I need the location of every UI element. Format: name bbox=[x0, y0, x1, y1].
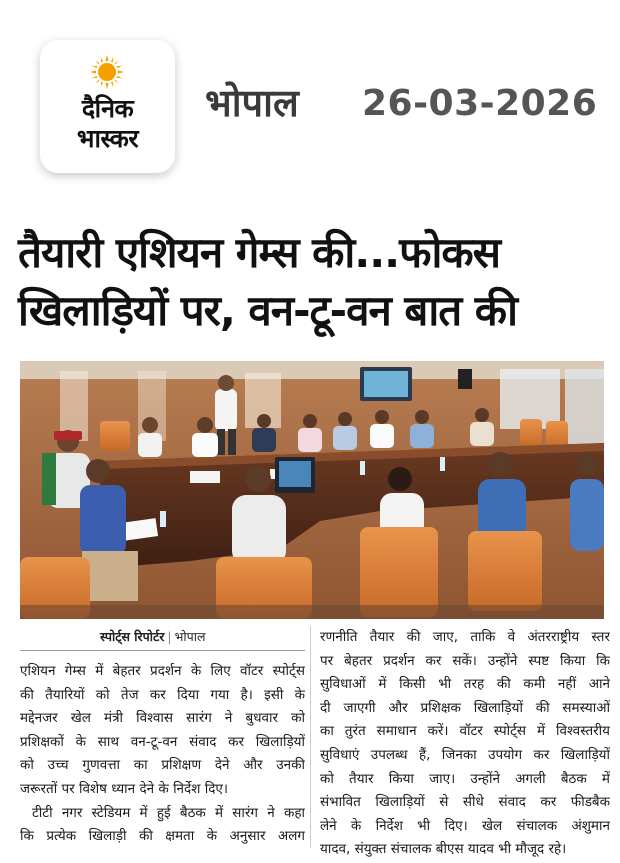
dainik-bhaskar-logo bbox=[40, 40, 175, 173]
article-line: संभावित खिलाड़ियों से सीधे संवाद कर फीडबैक bbox=[320, 794, 610, 811]
article-column-right bbox=[320, 626, 610, 862]
article-line: एशियन गेम्स में बेहतर प्रदर्शन के लिए वॉटर स्पोर्ट्स bbox=[20, 663, 305, 679]
article-column-left bbox=[20, 660, 305, 849]
byline bbox=[100, 628, 205, 645]
article-line: यादव, संयुक्त संचालक बीएस यादव भी मौजूद रहे। bbox=[320, 841, 567, 858]
article-line: जरूरतों पर विशेष ध्यान देने के निर्देश दिए। bbox=[20, 780, 228, 797]
article-line: रणनीति तैयार की जाए, ताकि वे अंतरराष्ट्रीय स्तर bbox=[320, 629, 610, 645]
edition-city: भोपाल bbox=[205, 81, 299, 125]
byline-rule bbox=[20, 650, 305, 651]
article-line: दी जाएगी और प्रशिक्षक खिलाड़ियों की समस्याओं bbox=[320, 699, 610, 716]
article-line: मद्देनजर खेल मंत्री विश्वास सारंग ने बुधवार को bbox=[20, 710, 305, 727]
headline-line-2: खिलाड़ियों पर, वन-टू-वन बात की bbox=[18, 286, 517, 335]
logo-text-dainik: दैनिक bbox=[81, 94, 134, 123]
article-line: को तैयार किया जाए। उन्होंने अगली बैठक में bbox=[320, 770, 610, 787]
edition-date: 26-03-2026 bbox=[362, 83, 598, 124]
article-line: का तुरंत समाधान करें। वॉटर स्पोर्ट्स में विश्वस्तरीय bbox=[320, 723, 610, 740]
meeting-photo-illustration bbox=[20, 361, 604, 619]
column-divider bbox=[310, 626, 311, 848]
meeting-photo bbox=[20, 361, 604, 619]
article-line: सुविधाओं में किसी भी तरह की कमी नहीं आने bbox=[320, 676, 610, 693]
byline-reporter: स्पोर्ट्स रिपोर्टर bbox=[100, 629, 165, 644]
article-line: लेने के निर्देश भी दिए। खेल संचालक अंशुमान bbox=[320, 817, 610, 834]
article-line: सुविधाएं उपलब्ध हैं, जिनका उपयोग कर खिलाड़ियों bbox=[320, 746, 610, 763]
article-line: को उच्च गुणवत्ता का प्रशिक्षण देने और उनकी bbox=[20, 757, 305, 774]
logo-text-bhaskar: भास्कर bbox=[76, 124, 139, 153]
byline-separator: | bbox=[167, 629, 172, 644]
article-line: टीटी नगर स्टेडियम में हुई बैठक में सारंग ने कहा bbox=[32, 804, 305, 821]
article-line: पर बेहतर प्रदर्शन कर सकें। उन्होंने स्पष्ट किया कि bbox=[320, 652, 610, 669]
byline-city: भोपाल bbox=[174, 629, 206, 644]
article-line: कि प्रत्येक खिलाड़ी की क्षमता के अनुसार अलग bbox=[20, 828, 305, 845]
headline-line-1: तैयारी एशियन गेम्स की...फोकस bbox=[18, 228, 501, 277]
article-line: प्रशिक्षकों के साथ वन-टू-वन संवाद कर खिलाड़ियों bbox=[20, 733, 305, 750]
sun-icon bbox=[90, 55, 124, 89]
article-line: की तैयारियों को तेज कर दिया गया है। इसी के bbox=[20, 686, 305, 703]
